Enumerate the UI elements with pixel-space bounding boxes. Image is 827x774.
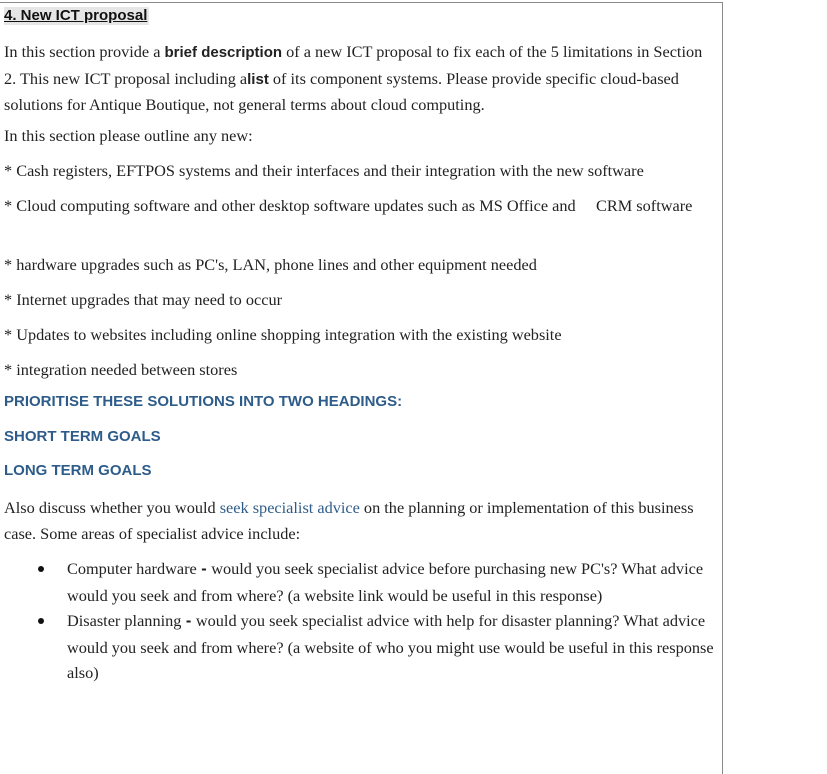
intro-paragraph xyxy=(4,39,716,118)
outline-item-hardware: * hardware upgrades such as PC's, LAN, phone lines and other equipment needed xyxy=(4,255,537,274)
bullet-text: would you seek specialist advice before purchasing new PC's? What advice would you seek and from where? (a website link would be useful in this response) xyxy=(67,559,704,605)
list-item-computer-hardware xyxy=(0,556,716,608)
intro-text-2: of a new ICT proposal to fix each of the 5 limitations in Section 2. This new ICT proposal including a xyxy=(4,42,703,88)
outline-item-cloud-software: * Cloud computing software and other desktop software updates such as MS Office and CRM software xyxy=(4,196,693,215)
intro-text-1: In this section provide a xyxy=(4,42,165,61)
document-page xyxy=(0,2,723,774)
intro-bold-brief-description: brief description xyxy=(164,44,283,61)
bullet-lead: Computer hardware xyxy=(67,559,197,578)
list-item-disaster-planning xyxy=(0,608,716,686)
long-term-goals-heading: LONG TERM GOALS xyxy=(4,462,152,479)
short-term-goals-heading: SHORT TERM GOALS xyxy=(4,428,161,445)
outline-intro: In this section please outline any new: xyxy=(4,126,253,145)
section-heading: 4. New ICT proposal xyxy=(4,7,148,24)
bullet-dash: - xyxy=(181,612,196,630)
intro-text-3: of its component systems. Please provide specific cloud-based solutions for Antique Boutique, not general terms about cloud computing. xyxy=(4,68,679,114)
outline-item-websites: * Updates to websites including online shopping integration with the existing website xyxy=(4,325,562,344)
specialist-paragraph xyxy=(4,495,716,546)
bullet-icon xyxy=(38,566,44,572)
specialist-text-2: on the planning or implementation of this business case. Some areas of specialist advice include: xyxy=(4,498,694,543)
specialist-text-1: Also discuss whether you would xyxy=(4,498,220,517)
seek-specialist-advice-text: seek specialist advice xyxy=(219,498,360,517)
intro-bold-list: list xyxy=(247,70,269,88)
bullet-dash: - xyxy=(196,560,212,578)
outline-item-internet: * Internet upgrades that may need to occur xyxy=(4,290,283,309)
bullet-text: would you seek specialist advice with help for disaster planning? What advice would you seek and from where? (a website of who you might use would be useful in this response also) xyxy=(67,611,714,682)
specialist-advice-list xyxy=(0,556,716,686)
bullet-icon xyxy=(38,618,44,624)
outline-item-cash-registers: * Cash registers, EFTPOS systems and their interfaces and their integration with the new software xyxy=(4,161,644,180)
outline-item-integration: * integration needed between stores xyxy=(4,360,238,379)
prioritise-heading: PRIORITISE THESE SOLUTIONS INTO TWO HEADINGS: xyxy=(4,393,403,410)
bullet-lead: Disaster planning xyxy=(67,611,182,630)
